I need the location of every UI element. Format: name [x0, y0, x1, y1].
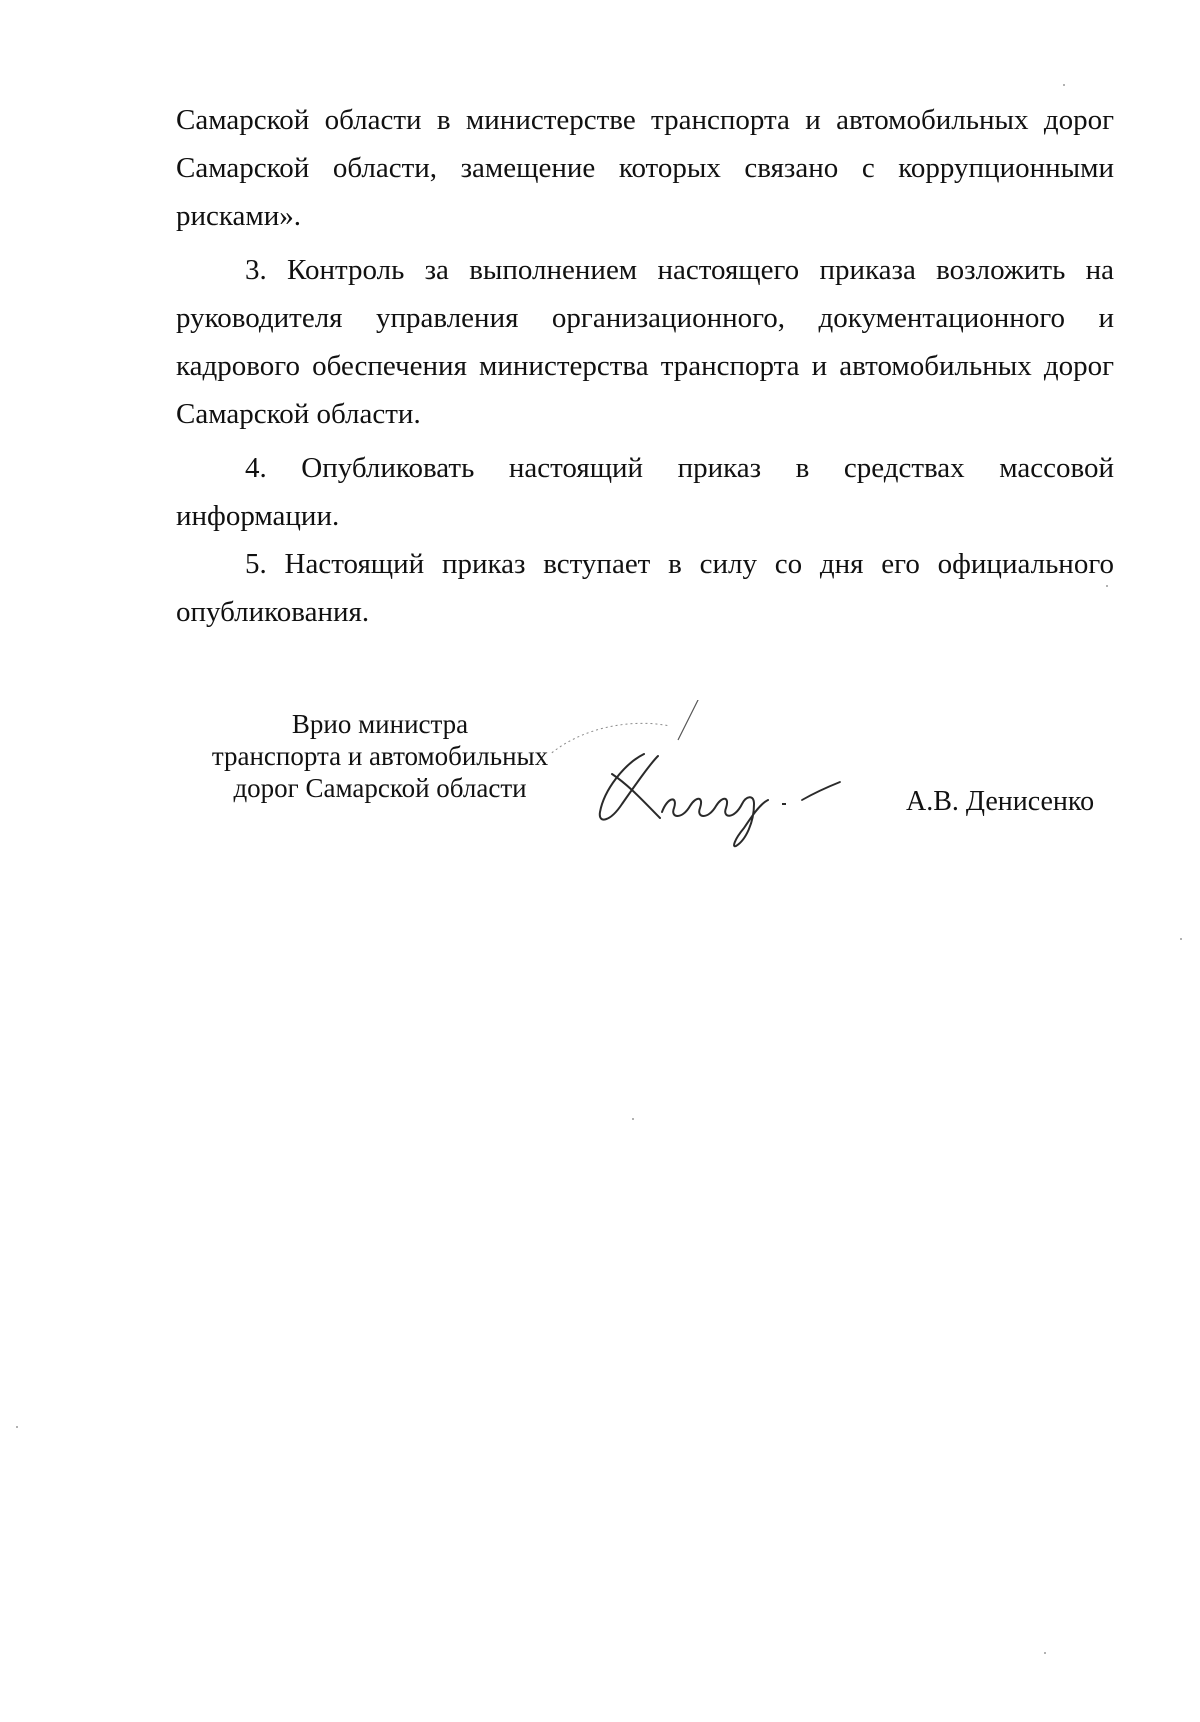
position-line: дорог Самарской области [233, 773, 527, 803]
scan-speck [1180, 938, 1182, 940]
signature-cursive-stroke [662, 797, 768, 846]
document-body [176, 96, 1114, 636]
signature-flourish-stroke [802, 782, 840, 800]
scan-speck [16, 1426, 18, 1428]
signer-position [190, 708, 570, 804]
signature-cross-stroke [612, 774, 660, 818]
position-line: Врио министра [291, 709, 469, 739]
paragraph-continuation: Самарской области в министерстве транспорта и автомобильных дорог Самарской области, замещение которых связано с коррупционными рисками». [176, 104, 1114, 232]
handwritten-signature [550, 700, 910, 850]
paragraph-item-3: 3. Контроль за выполнением настоящего приказа возложить на руководителя управления организационного, документационного и кадрового обеспечения министерства транспорта и автомобильных дорог Самарской области. [176, 254, 1114, 430]
scan-speck [632, 1118, 634, 1120]
signature-block [0, 700, 1200, 870]
paragraph-item-5: 5. Настоящий приказ вступает в силу со дня его официального опубликования. [176, 548, 1114, 628]
scan-speck [1044, 1652, 1046, 1654]
position-line: транспорта и автомобильных [211, 741, 549, 771]
scan-speck [1063, 84, 1065, 86]
signature-tail-stroke [678, 700, 700, 740]
signature-loop-stroke [550, 723, 670, 756]
scan-speck [1106, 585, 1108, 587]
paragraph-item-4: 4. Опубликовать настоящий приказ в средствах массовой информации. [176, 452, 1114, 532]
signer-name: А.В. Денисенко [906, 786, 1095, 817]
